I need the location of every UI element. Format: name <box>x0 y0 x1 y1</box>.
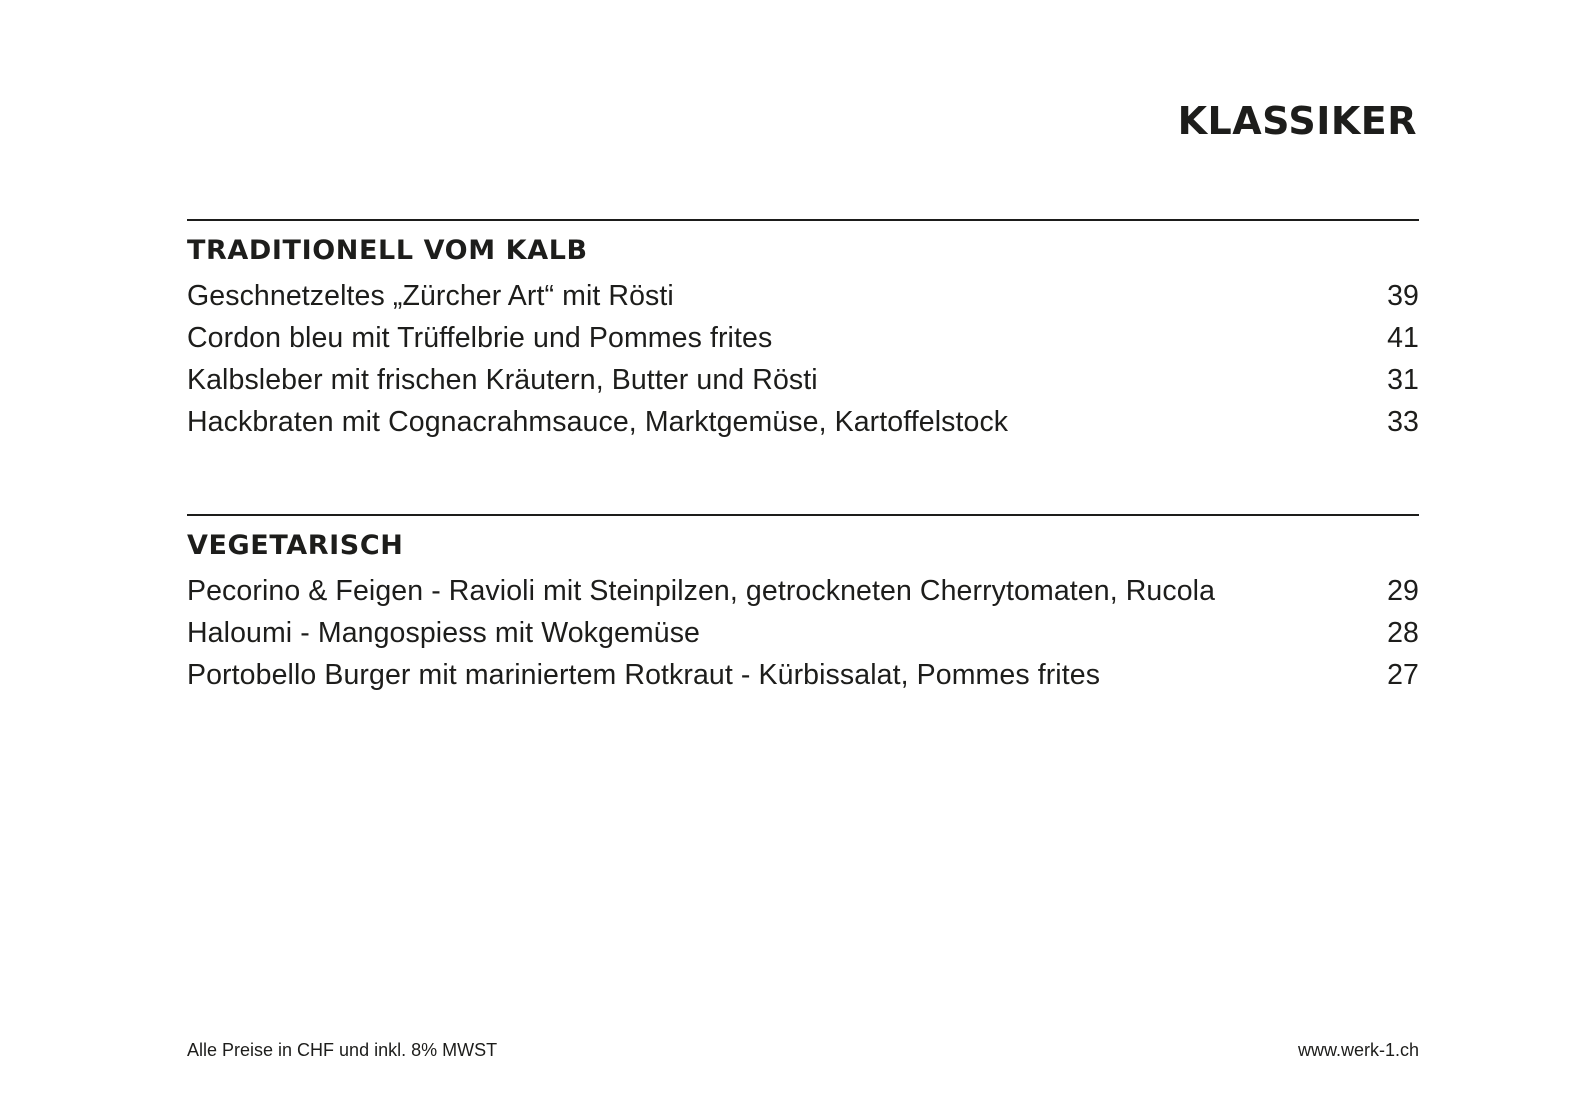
dish-name: Portobello Burger mit mariniertem Rotkraut - Kürbissalat, Pommes frites <box>187 659 1101 691</box>
menu-item <box>187 654 1419 696</box>
dish-price: 33 <box>1387 406 1419 438</box>
dish-name: Kalbsleber mit frischen Kräutern, Butter und Rösti <box>187 364 818 396</box>
menu-item <box>187 570 1419 612</box>
dish-price: 39 <box>1387 280 1419 312</box>
menu-item <box>187 612 1419 654</box>
section-heading: VEGETARISCH <box>187 530 404 561</box>
section-vegetarisch <box>187 514 1419 696</box>
dish-name: Geschnetzeltes „Zürcher Art“ mit Rösti <box>187 280 674 312</box>
section-traditionell-vom-kalb <box>187 219 1419 443</box>
dish-name: Pecorino & Feigen - Ravioli mit Steinpilzen, getrockneten Cherrytomaten, Rucola <box>187 575 1216 607</box>
dish-price: 28 <box>1387 617 1419 649</box>
section-divider <box>187 514 1419 516</box>
dish-name: Hackbraten mit Cognacrahmsauce, Marktgemüse, Kartoffelstock <box>187 406 1009 438</box>
section-heading: TRADITIONELL VOM KALB <box>187 235 588 266</box>
dish-price: 27 <box>1387 659 1419 691</box>
dish-price: 41 <box>1387 322 1419 354</box>
section-divider <box>187 219 1419 221</box>
dish-name: Cordon bleu mit Trüffelbrie und Pommes frites <box>187 322 773 354</box>
dish-price: 31 <box>1387 364 1419 396</box>
menu-item <box>187 275 1419 317</box>
menu-item <box>187 359 1419 401</box>
menu-item <box>187 401 1419 443</box>
footer-website: www.werk-1.ch <box>1297 1040 1419 1060</box>
menu-list <box>187 275 1419 443</box>
footer-price-note: Alle Preise in CHF und inkl. 8% MWST <box>187 1040 498 1060</box>
page-title: KLASSIKER <box>1177 99 1417 143</box>
dish-name: Haloumi - Mangospiess mit Wokgemüse <box>187 617 700 649</box>
dish-price: 29 <box>1387 575 1419 607</box>
menu-list <box>187 570 1419 696</box>
menu-item <box>187 317 1419 359</box>
